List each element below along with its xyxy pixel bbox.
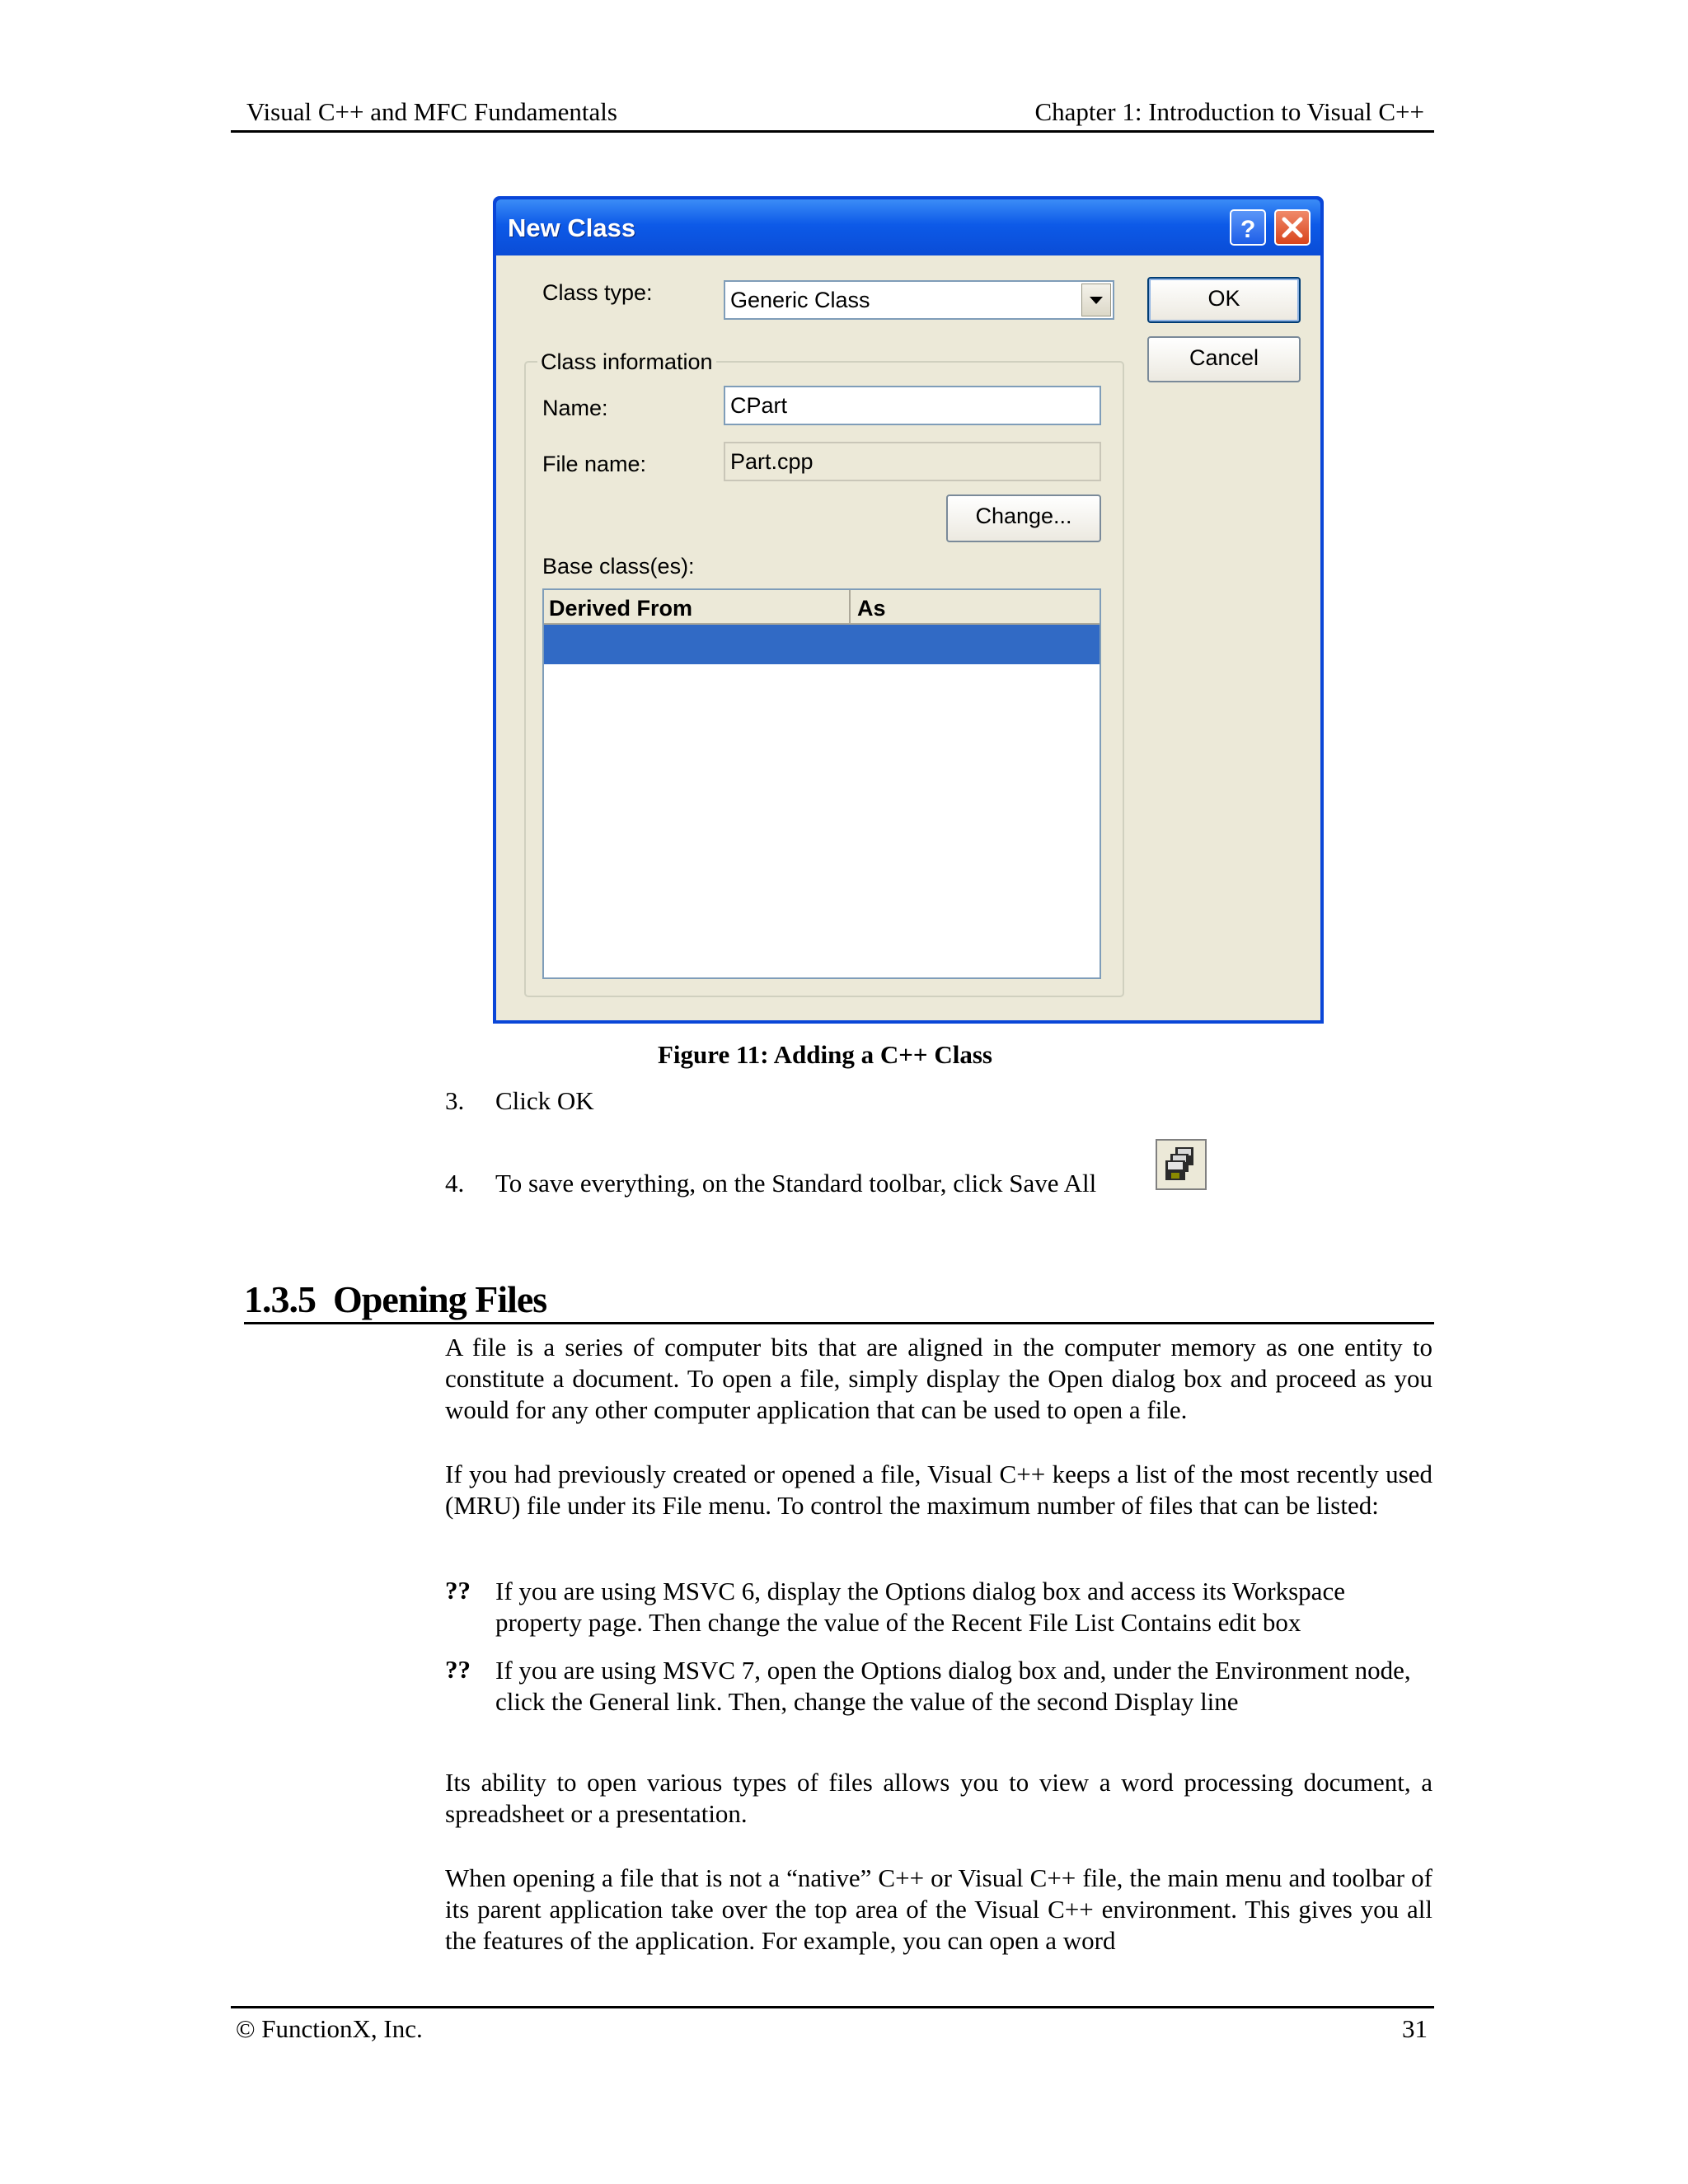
step-text: Click OK [495, 1086, 594, 1115]
paragraph: If you had previously created or opened a file, Visual C++ keeps a list of the most recently used (MRU) file under its File menu. To control the maximum number of files that can be listed: [445, 1460, 1432, 1520]
bullet-text: If you are using MSVC 7, open the Options dialog box and, under the Environment node, click the General link. Then, change the value of the second Display line [495, 1656, 1411, 1716]
paragraph: A file is a series of computer bits that are aligned in the computer memory as one entity to constitute a document. To open a file, simply display the Open dialog box and proceed as you would for any other computer application that can be used to open a file. [445, 1333, 1432, 1424]
dialog-title: New Class [508, 213, 636, 242]
cancel-button-label: Cancel [1189, 345, 1259, 370]
help-icon[interactable] [1230, 209, 1266, 246]
bullet-mark: ?? [445, 1576, 471, 1605]
page-number: 31 [1402, 2014, 1428, 2043]
file-name-value: Part.cpp [730, 449, 814, 474]
footer-left: © FunctionX, Inc. [236, 2014, 423, 2043]
figure-caption: Figure 11: Adding a C++ Class [658, 1040, 992, 1069]
bullet-mark: ?? [445, 1655, 471, 1684]
ok-button[interactable] [1147, 277, 1301, 323]
bullet-text: If you are using MSVC 6, display the Options dialog box and access its Workspace property page. Then change the value of the Recent File List Contains edit box [495, 1577, 1345, 1637]
column-divider[interactable] [849, 590, 851, 623]
running-header-left: Visual C++ and MFC Fundamentals [246, 97, 617, 126]
column-as[interactable]: As [857, 596, 886, 621]
name-value: CPart [730, 393, 788, 418]
ok-button-label: OK [1207, 286, 1240, 311]
dialog-title-bar [496, 199, 1320, 255]
step-number: 3. [445, 1086, 465, 1115]
save-all-icon [1156, 1139, 1207, 1190]
column-derived-from[interactable]: Derived From [549, 596, 693, 621]
header-rule [231, 130, 1434, 133]
file-name-field [724, 442, 1101, 481]
paragraph: Its ability to open various types of files allows you to view a word processing document, a spreadsheet or a presentation. [445, 1768, 1432, 1828]
class-type-label: Class type: [542, 280, 653, 305]
cancel-button[interactable] [1147, 336, 1301, 382]
file-name-label: File name: [542, 452, 647, 476]
class-type-value: Generic Class [730, 288, 870, 312]
change-button[interactable] [946, 494, 1101, 542]
close-icon[interactable] [1274, 209, 1311, 246]
section-title: Opening Files [333, 1278, 547, 1320]
name-input[interactable] [724, 386, 1101, 425]
base-classes-label: Base class(es): [542, 554, 695, 579]
step-text: To save everything, on the Standard toolbar, click Save All [495, 1169, 1097, 1197]
running-header-right: Chapter 1: Introduction to Visual C++ [1034, 97, 1424, 126]
step-number: 4. [445, 1169, 465, 1197]
svg-text:?: ? [1240, 216, 1256, 243]
paragraph: When opening a file that is not a “native” C++ or Visual C++ file, the main menu and toolbar of its parent application take over the top area of the Visual C++ environment. This gives you all the features of the application. For example, you can open a word [445, 1863, 1432, 1955]
section-rule [244, 1322, 1434, 1324]
change-button-label: Change... [975, 504, 1072, 528]
section-heading [244, 1277, 546, 1321]
base-classes-list[interactable] [542, 588, 1101, 979]
list-row-selected[interactable] [544, 625, 1100, 664]
new-class-dialog [493, 196, 1324, 1024]
footer-rule [231, 2006, 1434, 2008]
name-label: Name: [542, 396, 608, 420]
section-number: 1.3.5 [244, 1278, 316, 1320]
class-information-label: Class information [537, 349, 716, 375]
class-type-select[interactable] [724, 280, 1114, 320]
chevron-down-icon[interactable] [1081, 284, 1111, 316]
dialog-body [496, 255, 1320, 1020]
list-header [544, 590, 1100, 625]
